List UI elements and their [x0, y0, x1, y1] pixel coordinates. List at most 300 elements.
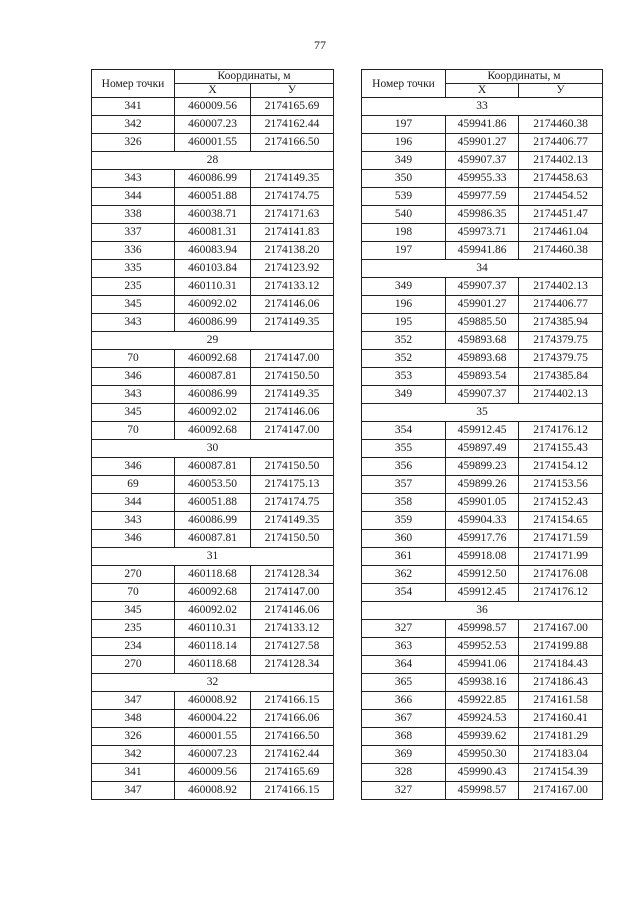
- section-row: [92, 332, 334, 350]
- y-coordinate-cell: 2174181.29: [519, 728, 603, 746]
- x-coordinate-cell: 459912.50: [446, 566, 519, 584]
- point-number-cell: 341: [92, 98, 175, 116]
- y-coordinate-cell: 2174175.13: [251, 476, 334, 494]
- y-coordinate-cell: 2174174.75: [251, 188, 334, 206]
- table-row: [362, 350, 603, 368]
- x-coordinate-cell: 459901.05: [446, 494, 519, 512]
- header-y: У: [251, 84, 334, 98]
- x-coordinate-cell: 459986.35: [446, 206, 519, 224]
- y-coordinate-cell: 2174150.50: [251, 368, 334, 386]
- point-number-cell: 343: [92, 314, 175, 332]
- point-number-cell: 357: [362, 476, 446, 494]
- x-coordinate-cell: 459918.08: [446, 548, 519, 566]
- table-row: [92, 422, 334, 440]
- table-row: [362, 476, 603, 494]
- table-row: [92, 116, 334, 134]
- x-coordinate-cell: 459901.27: [446, 296, 519, 314]
- x-coordinate-cell: 460001.55: [175, 134, 251, 152]
- y-coordinate-cell: 2174171.59: [519, 530, 603, 548]
- table-row: [362, 422, 603, 440]
- y-coordinate-cell: 2174458.63: [519, 170, 603, 188]
- table-row: [362, 782, 603, 800]
- y-coordinate-cell: 2174123.92: [251, 260, 334, 278]
- table-row: [92, 620, 334, 638]
- point-number-cell: 196: [362, 296, 446, 314]
- table-row: [362, 494, 603, 512]
- x-coordinate-cell: 459893.68: [446, 350, 519, 368]
- point-number-cell: 358: [362, 494, 446, 512]
- y-coordinate-cell: 2174147.00: [251, 584, 334, 602]
- point-number-cell: 344: [92, 188, 175, 206]
- table-row: [92, 170, 334, 188]
- x-coordinate-cell: 459973.71: [446, 224, 519, 242]
- y-coordinate-cell: 2174160.41: [519, 710, 603, 728]
- point-number-cell: 197: [362, 242, 446, 260]
- point-number-cell: 365: [362, 674, 446, 692]
- table-row: [92, 242, 334, 260]
- y-coordinate-cell: 2174149.35: [251, 512, 334, 530]
- y-coordinate-cell: 2174162.44: [251, 746, 334, 764]
- table-row: [92, 368, 334, 386]
- table-row: [362, 638, 603, 656]
- table-row: [362, 152, 603, 170]
- y-coordinate-cell: 2174171.99: [519, 548, 603, 566]
- point-number-cell: 354: [362, 422, 446, 440]
- y-coordinate-cell: 2174161.58: [519, 692, 603, 710]
- table-row: [92, 278, 334, 296]
- point-number-cell: 356: [362, 458, 446, 476]
- y-coordinate-cell: 2174167.00: [519, 620, 603, 638]
- table-row: [362, 332, 603, 350]
- y-coordinate-cell: 2174199.88: [519, 638, 603, 656]
- y-coordinate-cell: 2174165.69: [251, 764, 334, 782]
- point-number-cell: 359: [362, 512, 446, 530]
- y-coordinate-cell: 2174133.12: [251, 278, 334, 296]
- table-row: [362, 710, 603, 728]
- point-number-cell: 70: [92, 584, 175, 602]
- section-row: [362, 98, 603, 116]
- x-coordinate-cell: 460092.68: [175, 584, 251, 602]
- header-point-number: Номер точки: [362, 70, 446, 98]
- x-coordinate-cell: 459938.16: [446, 674, 519, 692]
- point-number-cell: 352: [362, 350, 446, 368]
- table-row: [92, 638, 334, 656]
- point-number-cell: 345: [92, 296, 175, 314]
- table-row: [92, 224, 334, 242]
- x-coordinate-cell: 460007.23: [175, 746, 251, 764]
- table-row: [362, 242, 603, 260]
- table-row: [362, 368, 603, 386]
- x-coordinate-cell: 460087.81: [175, 368, 251, 386]
- point-number-cell: 70: [92, 422, 175, 440]
- x-coordinate-cell: 460083.94: [175, 242, 251, 260]
- x-coordinate-cell: 460086.99: [175, 386, 251, 404]
- x-coordinate-cell: 460118.14: [175, 638, 251, 656]
- x-coordinate-cell: 459907.37: [446, 278, 519, 296]
- y-coordinate-cell: 2174379.75: [519, 332, 603, 350]
- x-coordinate-cell: 460118.68: [175, 656, 251, 674]
- x-coordinate-cell: 460007.23: [175, 116, 251, 134]
- point-number-cell: 539: [362, 188, 446, 206]
- x-coordinate-cell: 459893.54: [446, 368, 519, 386]
- x-coordinate-cell: 460053.50: [175, 476, 251, 494]
- point-number-cell: 338: [92, 206, 175, 224]
- x-coordinate-cell: 459897.49: [446, 440, 519, 458]
- point-number-cell: 234: [92, 638, 175, 656]
- table-row: [362, 134, 603, 152]
- point-number-cell: 345: [92, 404, 175, 422]
- table-row: [362, 116, 603, 134]
- point-number-cell: 344: [92, 494, 175, 512]
- table-row: [92, 782, 334, 800]
- x-coordinate-cell: 460087.81: [175, 458, 251, 476]
- point-number-cell: 197: [362, 116, 446, 134]
- y-coordinate-cell: 2174171.63: [251, 206, 334, 224]
- table-row: [92, 512, 334, 530]
- x-coordinate-cell: 459912.45: [446, 584, 519, 602]
- point-number-cell: 540: [362, 206, 446, 224]
- x-coordinate-cell: 459990.43: [446, 764, 519, 782]
- table-row: [362, 692, 603, 710]
- point-number-cell: 349: [362, 386, 446, 404]
- point-number-cell: 364: [362, 656, 446, 674]
- point-number-cell: 352: [362, 332, 446, 350]
- x-coordinate-cell: 460092.02: [175, 602, 251, 620]
- x-coordinate-cell: 459917.76: [446, 530, 519, 548]
- point-number-cell: 342: [92, 746, 175, 764]
- section-row: [362, 404, 603, 422]
- x-coordinate-cell: 459899.23: [446, 458, 519, 476]
- table-row: [362, 530, 603, 548]
- point-number-cell: 366: [362, 692, 446, 710]
- x-coordinate-cell: 459924.53: [446, 710, 519, 728]
- x-coordinate-cell: 459899.26: [446, 476, 519, 494]
- y-coordinate-cell: 2174166.50: [251, 134, 334, 152]
- y-coordinate-cell: 2174166.06: [251, 710, 334, 728]
- x-coordinate-cell: 460009.56: [175, 764, 251, 782]
- y-coordinate-cell: 2174406.77: [519, 296, 603, 314]
- y-coordinate-cell: 2174153.56: [519, 476, 603, 494]
- x-coordinate-cell: 460086.99: [175, 512, 251, 530]
- table-row: [92, 404, 334, 422]
- table-row: [92, 386, 334, 404]
- y-coordinate-cell: 2174146.06: [251, 404, 334, 422]
- point-number-cell: 270: [92, 566, 175, 584]
- table-row: [92, 764, 334, 782]
- x-coordinate-cell: 460086.99: [175, 314, 251, 332]
- coordinates-table-right: [361, 69, 603, 800]
- point-number-cell: 69: [92, 476, 175, 494]
- point-number-cell: 327: [362, 782, 446, 800]
- y-coordinate-cell: 2174154.12: [519, 458, 603, 476]
- x-coordinate-cell: 459952.53: [446, 638, 519, 656]
- x-coordinate-cell: 460087.81: [175, 530, 251, 548]
- y-coordinate-cell: 2174127.58: [251, 638, 334, 656]
- y-coordinate-cell: 2174149.35: [251, 314, 334, 332]
- section-row: [92, 152, 334, 170]
- table-row: [92, 188, 334, 206]
- y-coordinate-cell: 2174155.43: [519, 440, 603, 458]
- table-row: [92, 494, 334, 512]
- y-coordinate-cell: 2174146.06: [251, 602, 334, 620]
- point-number-cell: 347: [92, 692, 175, 710]
- table-row: [92, 566, 334, 584]
- y-coordinate-cell: 2174402.13: [519, 278, 603, 296]
- x-coordinate-cell: 460103.84: [175, 260, 251, 278]
- table-row: [92, 746, 334, 764]
- x-coordinate-cell: 459941.86: [446, 116, 519, 134]
- x-coordinate-cell: 459901.27: [446, 134, 519, 152]
- section-row: [92, 674, 334, 692]
- table-row: [362, 386, 603, 404]
- x-coordinate-cell: 459893.68: [446, 332, 519, 350]
- x-coordinate-cell: 459939.62: [446, 728, 519, 746]
- header-x: X: [446, 84, 519, 98]
- x-coordinate-cell: 459941.06: [446, 656, 519, 674]
- point-number-cell: 347: [92, 782, 175, 800]
- x-coordinate-cell: 460051.88: [175, 188, 251, 206]
- y-coordinate-cell: 2174406.77: [519, 134, 603, 152]
- table-row: [362, 170, 603, 188]
- table-row: [92, 206, 334, 224]
- header-x: X: [175, 84, 251, 98]
- x-coordinate-cell: 459922.85: [446, 692, 519, 710]
- x-coordinate-cell: 460038.71: [175, 206, 251, 224]
- point-number-cell: 270: [92, 656, 175, 674]
- section-number: 28: [92, 152, 334, 170]
- table-row: [362, 728, 603, 746]
- point-number-cell: 336: [92, 242, 175, 260]
- y-coordinate-cell: 2174174.75: [251, 494, 334, 512]
- point-number-cell: 353: [362, 368, 446, 386]
- x-coordinate-cell: 460086.99: [175, 170, 251, 188]
- x-coordinate-cell: 460008.92: [175, 782, 251, 800]
- y-coordinate-cell: 2174150.50: [251, 530, 334, 548]
- y-coordinate-cell: 2174147.00: [251, 350, 334, 368]
- table-row: [362, 584, 603, 602]
- x-coordinate-cell: 459955.33: [446, 170, 519, 188]
- y-coordinate-cell: 2174166.15: [251, 692, 334, 710]
- table-row: [92, 584, 334, 602]
- point-number-cell: 349: [362, 278, 446, 296]
- point-number-cell: 326: [92, 134, 175, 152]
- point-number-cell: 363: [362, 638, 446, 656]
- point-number-cell: 369: [362, 746, 446, 764]
- section-number: 29: [92, 332, 334, 350]
- table-row: [362, 746, 603, 764]
- table-row: [362, 566, 603, 584]
- table-row: [362, 296, 603, 314]
- table-row: [92, 530, 334, 548]
- x-coordinate-cell: 460051.88: [175, 494, 251, 512]
- table-row: [92, 656, 334, 674]
- table-row: [362, 512, 603, 530]
- point-number-cell: 355: [362, 440, 446, 458]
- y-coordinate-cell: 2174176.12: [519, 422, 603, 440]
- x-coordinate-cell: 459907.37: [446, 152, 519, 170]
- table-row: [362, 620, 603, 638]
- section-number: 32: [92, 674, 334, 692]
- section-row: [362, 602, 603, 620]
- x-coordinate-cell: 460008.92: [175, 692, 251, 710]
- x-coordinate-cell: 460110.31: [175, 278, 251, 296]
- x-coordinate-cell: 459904.33: [446, 512, 519, 530]
- coordinates-table-left: [91, 69, 334, 800]
- y-coordinate-cell: 2174149.35: [251, 386, 334, 404]
- header-coordinates: Координаты, м: [175, 70, 334, 84]
- table-row: [362, 674, 603, 692]
- table-row: [362, 188, 603, 206]
- x-coordinate-cell: 460110.31: [175, 620, 251, 638]
- point-number-cell: 195: [362, 314, 446, 332]
- table-row: [92, 296, 334, 314]
- x-coordinate-cell: 459977.59: [446, 188, 519, 206]
- table-row: [362, 548, 603, 566]
- table-row: [362, 440, 603, 458]
- point-number-cell: 346: [92, 458, 175, 476]
- y-coordinate-cell: 2174460.38: [519, 116, 603, 134]
- y-coordinate-cell: 2174385.94: [519, 314, 603, 332]
- y-coordinate-cell: 2174154.65: [519, 512, 603, 530]
- y-coordinate-cell: 2174176.12: [519, 584, 603, 602]
- y-coordinate-cell: 2174152.43: [519, 494, 603, 512]
- point-number-cell: 341: [92, 764, 175, 782]
- y-coordinate-cell: 2174162.44: [251, 116, 334, 134]
- point-number-cell: 346: [92, 530, 175, 548]
- y-coordinate-cell: 2174379.75: [519, 350, 603, 368]
- point-number-cell: 70: [92, 350, 175, 368]
- point-number-cell: 348: [92, 710, 175, 728]
- table-row: [362, 764, 603, 782]
- section-number: 31: [92, 548, 334, 566]
- point-number-cell: 235: [92, 278, 175, 296]
- table-row: [362, 224, 603, 242]
- table-row: [362, 314, 603, 332]
- section-number: 34: [362, 260, 603, 278]
- point-number-cell: 354: [362, 584, 446, 602]
- header-point-number: Номер точки: [92, 70, 175, 98]
- x-coordinate-cell: 459950.30: [446, 746, 519, 764]
- x-coordinate-cell: 460009.56: [175, 98, 251, 116]
- header-coordinates: Координаты, м: [446, 70, 603, 84]
- y-coordinate-cell: 2174183.04: [519, 746, 603, 764]
- point-number-cell: 196: [362, 134, 446, 152]
- table-row: [92, 728, 334, 746]
- y-coordinate-cell: 2174150.50: [251, 458, 334, 476]
- y-coordinate-cell: 2174128.34: [251, 656, 334, 674]
- point-number-cell: 327: [362, 620, 446, 638]
- header-y: У: [519, 84, 603, 98]
- table-row: [92, 692, 334, 710]
- point-number-cell: 361: [362, 548, 446, 566]
- point-number-cell: 368: [362, 728, 446, 746]
- table-row: [362, 206, 603, 224]
- section-number: 35: [362, 404, 603, 422]
- point-number-cell: 342: [92, 116, 175, 134]
- y-coordinate-cell: 2174176.08: [519, 566, 603, 584]
- table-row: [92, 710, 334, 728]
- x-coordinate-cell: 459885.50: [446, 314, 519, 332]
- section-row: [92, 440, 334, 458]
- y-coordinate-cell: 2174402.13: [519, 386, 603, 404]
- y-coordinate-cell: 2174451.47: [519, 206, 603, 224]
- x-coordinate-cell: 459998.57: [446, 782, 519, 800]
- table-row: [92, 350, 334, 368]
- point-number-cell: 349: [362, 152, 446, 170]
- section-row: [92, 548, 334, 566]
- point-number-cell: 343: [92, 170, 175, 188]
- y-coordinate-cell: 2174154.39: [519, 764, 603, 782]
- y-coordinate-cell: 2174133.12: [251, 620, 334, 638]
- table-row: [362, 278, 603, 296]
- point-number-cell: 367: [362, 710, 446, 728]
- table-row: [92, 260, 334, 278]
- y-coordinate-cell: 2174460.38: [519, 242, 603, 260]
- section-number: 30: [92, 440, 334, 458]
- y-coordinate-cell: 2174166.50: [251, 728, 334, 746]
- table-row: [92, 602, 334, 620]
- x-coordinate-cell: 460092.68: [175, 422, 251, 440]
- y-coordinate-cell: 2174184.43: [519, 656, 603, 674]
- y-coordinate-cell: 2174147.00: [251, 422, 334, 440]
- x-coordinate-cell: 460092.02: [175, 296, 251, 314]
- table-row: [362, 656, 603, 674]
- point-number-cell: 360: [362, 530, 446, 548]
- y-coordinate-cell: 2174128.34: [251, 566, 334, 584]
- y-coordinate-cell: 2174454.52: [519, 188, 603, 206]
- y-coordinate-cell: 2174402.13: [519, 152, 603, 170]
- x-coordinate-cell: 460092.68: [175, 350, 251, 368]
- point-number-cell: 343: [92, 386, 175, 404]
- table-row: [92, 476, 334, 494]
- point-number-cell: 198: [362, 224, 446, 242]
- y-coordinate-cell: 2174138.20: [251, 242, 334, 260]
- point-number-cell: 335: [92, 260, 175, 278]
- x-coordinate-cell: 459912.45: [446, 422, 519, 440]
- table-row: [92, 98, 334, 116]
- table-row: [92, 314, 334, 332]
- y-coordinate-cell: 2174385.84: [519, 368, 603, 386]
- x-coordinate-cell: 460118.68: [175, 566, 251, 584]
- table-row: [92, 134, 334, 152]
- y-coordinate-cell: 2174461.04: [519, 224, 603, 242]
- point-number-cell: 326: [92, 728, 175, 746]
- y-coordinate-cell: 2174149.35: [251, 170, 334, 188]
- y-coordinate-cell: 2174166.15: [251, 782, 334, 800]
- x-coordinate-cell: 460081.31: [175, 224, 251, 242]
- point-number-cell: 362: [362, 566, 446, 584]
- point-number-cell: 345: [92, 602, 175, 620]
- table-row: [362, 458, 603, 476]
- point-number-cell: 346: [92, 368, 175, 386]
- section-row: [362, 260, 603, 278]
- point-number-cell: 350: [362, 170, 446, 188]
- y-coordinate-cell: 2174146.06: [251, 296, 334, 314]
- section-number: 33: [362, 98, 603, 116]
- x-coordinate-cell: 459941.86: [446, 242, 519, 260]
- y-coordinate-cell: 2174141.83: [251, 224, 334, 242]
- point-number-cell: 235: [92, 620, 175, 638]
- point-number-cell: 337: [92, 224, 175, 242]
- point-number-cell: 328: [362, 764, 446, 782]
- x-coordinate-cell: 459998.57: [446, 620, 519, 638]
- point-number-cell: 343: [92, 512, 175, 530]
- y-coordinate-cell: 2174186.43: [519, 674, 603, 692]
- table-row: [92, 458, 334, 476]
- x-coordinate-cell: 460004.22: [175, 710, 251, 728]
- x-coordinate-cell: 460092.02: [175, 404, 251, 422]
- y-coordinate-cell: 2174167.00: [519, 782, 603, 800]
